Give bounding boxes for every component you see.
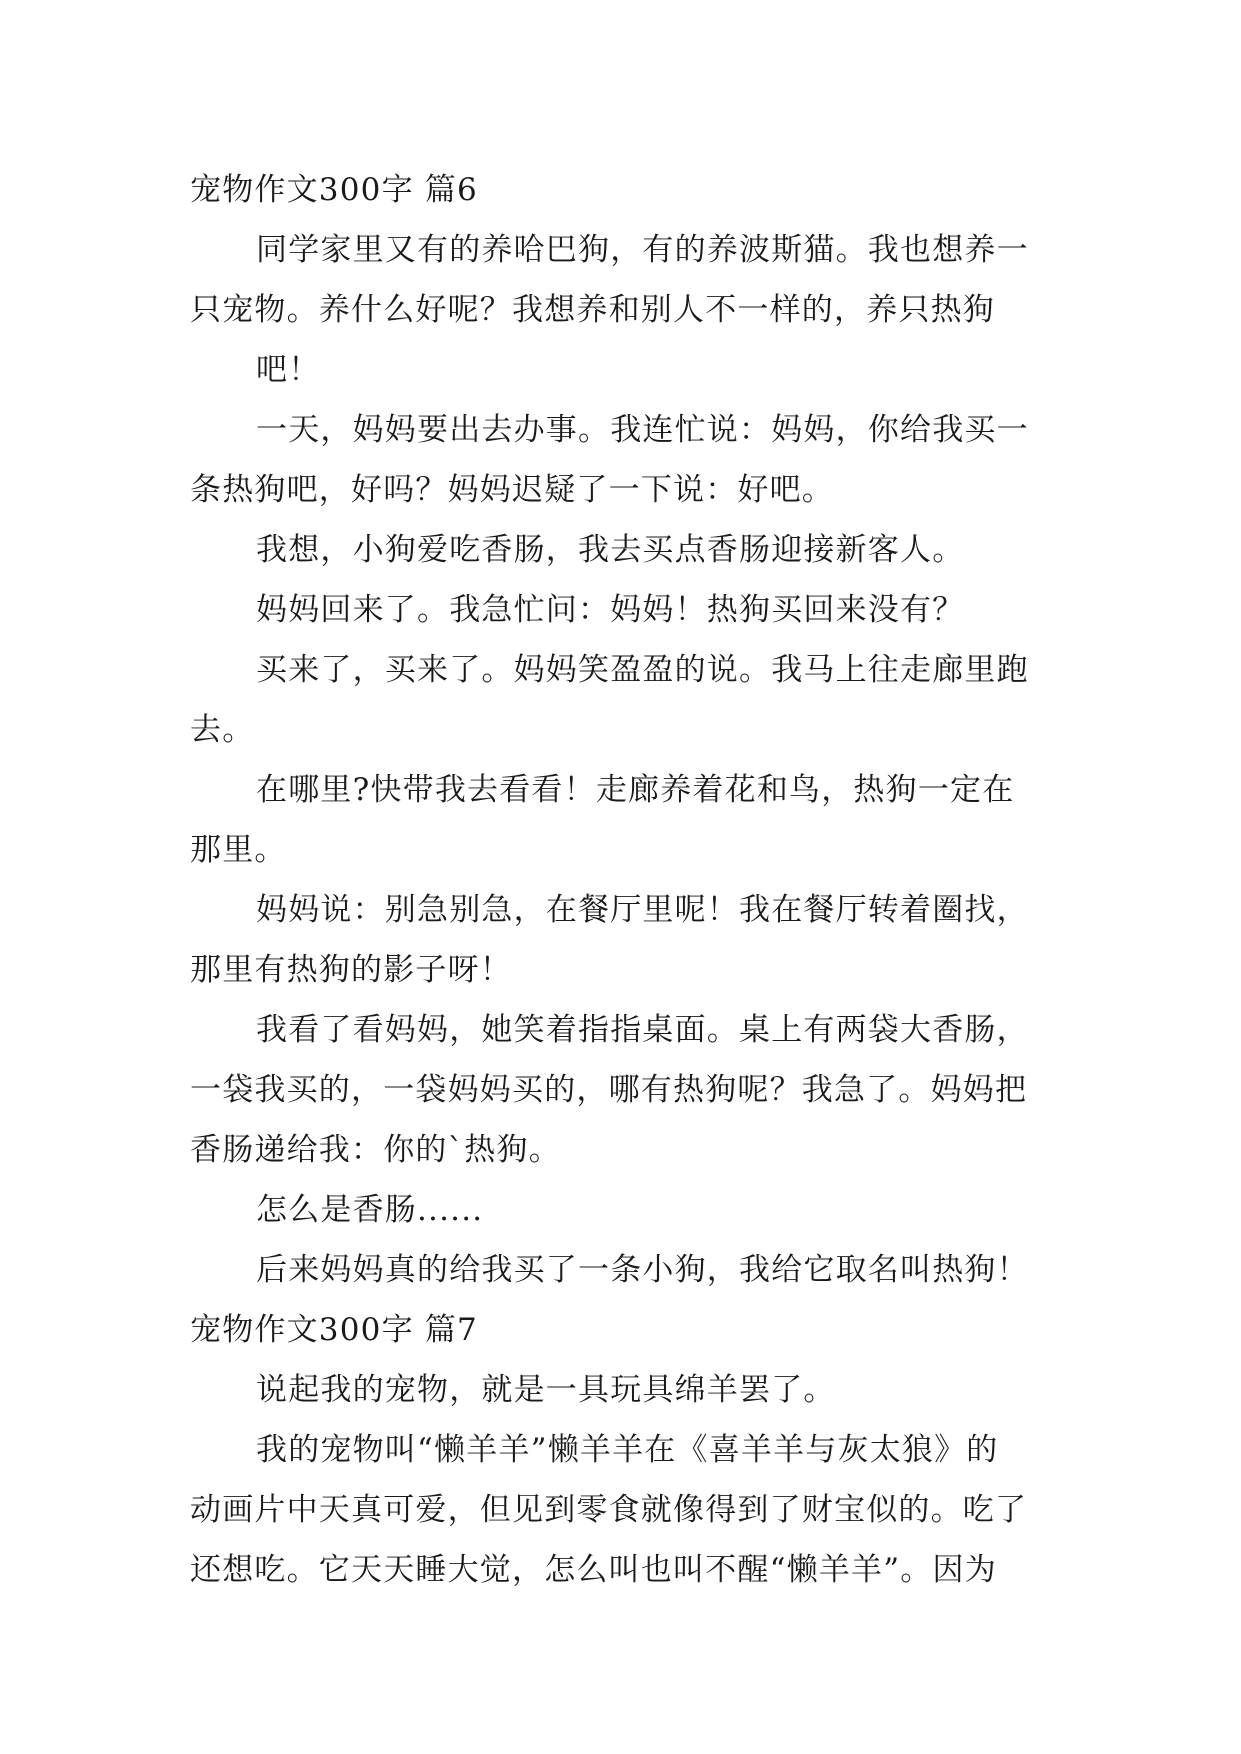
paragraph-line: 香肠递给我：你的`热狗。 bbox=[190, 1132, 561, 1168]
document-body bbox=[190, 160, 1060, 1600]
section-heading: 宠物作文300字 篇6 bbox=[190, 172, 478, 208]
paragraph-line: 我看了看妈妈，她笑着指指桌面。桌上有两袋大香肠， bbox=[256, 1012, 1029, 1048]
paragraph-line: 说起我的宠物，就是一具玩具绵羊罢了。 bbox=[256, 1372, 836, 1408]
paragraph-line: 同学家里又有的养哈巴狗，有的养波斯猫。我也想养一 bbox=[256, 232, 1029, 268]
paragraph-line: 妈妈说：别急别急，在餐厅里呢！我在餐厅转着圈找， bbox=[256, 892, 1029, 928]
section-heading: 宠物作文300字 篇7 bbox=[190, 1312, 478, 1348]
paragraph-line: 买来了，买来了。妈妈笑盈盈的说。我马上往走廊里跑 bbox=[256, 652, 1029, 688]
paragraph-line: 那里。 bbox=[190, 832, 287, 868]
paragraph-line: 那里有热狗的影子呀！ bbox=[190, 952, 512, 988]
paragraph-line: 后来妈妈真的给我买了一条小狗，我给它取名叫热狗！ bbox=[256, 1252, 1029, 1288]
paragraph-line: 在哪里?快带我去看看！走廊养着花和鸟，热狗一定在 bbox=[256, 772, 1015, 808]
paragraph-line: 妈妈回来了。我急忙问：妈妈！热狗买回来没有？ bbox=[256, 592, 965, 628]
paragraph-line: 条热狗吧，好吗？妈妈迟疑了一下说：好吧。 bbox=[190, 472, 834, 508]
paragraph-line: 吧！ bbox=[256, 352, 321, 388]
paragraph-line: 我想，小狗爱吃香肠，我去买点香肠迎接新客人。 bbox=[256, 532, 965, 568]
paragraph-line: 一袋我买的，一袋妈妈买的，哪有热狗呢？我急了。妈妈把 bbox=[190, 1072, 1028, 1108]
paragraph-line: 只宠物。养什么好呢？我想养和别人不一样的，养只热狗 bbox=[190, 292, 995, 328]
paragraph-line: 还想吃。它天天睡大觉，怎么叫也叫不醒“懒羊羊”。因为 bbox=[190, 1552, 997, 1588]
paragraph-line: 怎么是香肠...... bbox=[256, 1192, 484, 1228]
paragraph-line: 我的宠物叫“懒羊羊”懒羊羊在《喜羊羊与灰太狼》的 bbox=[256, 1432, 999, 1468]
paragraph-line: 动画片中天真可爱，但见到零食就像得到了财宝似的。吃了 bbox=[190, 1492, 1028, 1528]
paragraph-line: 一天，妈妈要出去办事。我连忙说：妈妈，你给我买一 bbox=[256, 412, 1029, 448]
paragraph-line: 去。 bbox=[190, 712, 255, 748]
